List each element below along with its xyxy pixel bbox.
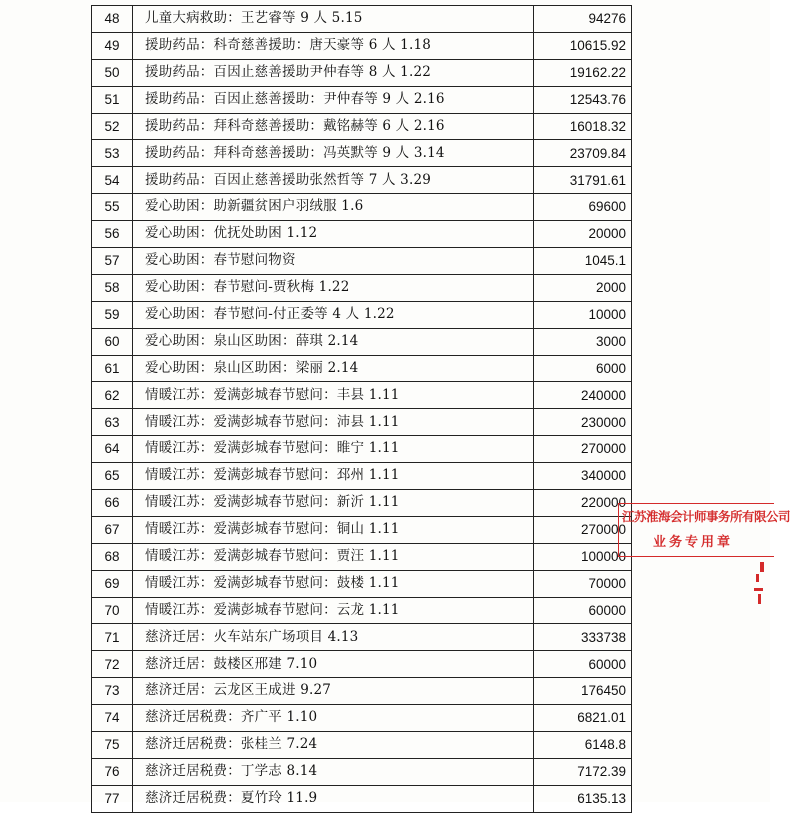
table-row: [92, 785, 632, 812]
row-description: 爱心助困：春节慰问-贾秋梅 1.22: [133, 274, 534, 301]
row-description: 情暖江苏：爱满彭城春节慰问：铜山 1.11: [133, 516, 534, 543]
row-number: 49: [92, 32, 133, 59]
row-number: 62: [92, 382, 133, 409]
row-description: 慈济迁居税费：张桂兰 7.24: [133, 732, 534, 759]
table-row: [92, 382, 632, 409]
seal-edge-marks: [754, 558, 766, 608]
row-amount: 6821.01: [534, 705, 632, 732]
row-description: 爱心助困：优抚处助困 1.12: [133, 221, 534, 248]
table-row: [92, 543, 632, 570]
row-amount: 20000: [534, 221, 632, 248]
row-amount: 19162.22: [534, 59, 632, 86]
row-description: 爱心助困：泉山区助困：薛琪 2.14: [133, 328, 534, 355]
expenditure-table: [91, 5, 632, 813]
table-row: [92, 301, 632, 328]
row-description: 爱心助困：春节慰问-付正委等 4 人 1.22: [133, 301, 534, 328]
row-amount: 94276: [534, 6, 632, 33]
table-row: [92, 167, 632, 194]
row-number: 58: [92, 274, 133, 301]
table-row: [92, 732, 632, 759]
row-amount: 69600: [534, 194, 632, 221]
row-number: 63: [92, 409, 133, 436]
row-description: 慈济迁居：鼓楼区邢建 7.10: [133, 651, 534, 678]
table-row: [92, 705, 632, 732]
row-description: 情暖江苏：爱满彭城春节慰问：睢宁 1.11: [133, 436, 534, 463]
table-row: [92, 409, 632, 436]
table-row: [92, 328, 632, 355]
table-row: [92, 651, 632, 678]
table-row: [92, 678, 632, 705]
row-description: 情暖江苏：爱满彭城春节慰问：新沂 1.11: [133, 490, 534, 517]
row-amount: 220000: [534, 490, 632, 517]
row-number: 64: [92, 436, 133, 463]
table-row: [92, 490, 632, 517]
row-number: 66: [92, 490, 133, 517]
row-number: 60: [92, 328, 133, 355]
table-row: [92, 570, 632, 597]
table-row: [92, 32, 632, 59]
row-description: 援助药品：百因止慈善援助张然哲等 7 人 3.29: [133, 167, 534, 194]
row-amount: 6000: [534, 355, 632, 382]
row-amount: 6135.13: [534, 785, 632, 812]
row-number: 71: [92, 624, 133, 651]
table-row: [92, 274, 632, 301]
row-amount: 10615.92: [534, 32, 632, 59]
row-amount: 176450: [534, 678, 632, 705]
row-number: 73: [92, 678, 133, 705]
row-description: 情暖江苏：爱满彭城春节慰问：邳州 1.11: [133, 463, 534, 490]
table-row: [92, 516, 632, 543]
expenditure-table-body: [92, 6, 632, 813]
row-number: 51: [92, 86, 133, 113]
row-amount: 23709.84: [534, 140, 632, 167]
row-description: 援助药品：拜科奇慈善援助：冯英默等 9 人 3.14: [133, 140, 534, 167]
table-row: [92, 194, 632, 221]
row-amount: 16018.32: [534, 113, 632, 140]
table-row: [92, 758, 632, 785]
row-number: 65: [92, 463, 133, 490]
row-description: 援助药品：百因止慈善援助尹仲春等 8 人 1.22: [133, 59, 534, 86]
row-number: 52: [92, 113, 133, 140]
row-amount: 6148.8: [534, 732, 632, 759]
row-amount: 10000: [534, 301, 632, 328]
row-number: 57: [92, 248, 133, 275]
table-row: [92, 59, 632, 86]
row-amount: 333738: [534, 624, 632, 651]
row-description: 情暖江苏：爱满彭城春节慰问：贾汪 1.11: [133, 543, 534, 570]
table-row: [92, 597, 632, 624]
table-row: [92, 221, 632, 248]
row-amount: 3000: [534, 328, 632, 355]
row-description: 援助药品：科奇慈善援助：唐天豪等 6 人 1.18: [133, 32, 534, 59]
row-number: 75: [92, 732, 133, 759]
row-description: 情暖江苏：爱满彭城春节慰问：沛县 1.11: [133, 409, 534, 436]
row-number: 50: [92, 59, 133, 86]
row-number: 68: [92, 543, 133, 570]
table-row: [92, 140, 632, 167]
row-description: 慈济迁居税费：夏竹玲 11.9: [133, 785, 534, 812]
row-description: 情暖江苏：爱满彭城春节慰问：鼓楼 1.11: [133, 570, 534, 597]
row-number: 76: [92, 758, 133, 785]
row-amount: 230000: [534, 409, 632, 436]
seal-purpose-label: 业务专用章: [653, 535, 734, 550]
row-description: 慈济迁居：火车站东广场项目 4.13: [133, 624, 534, 651]
row-amount: 60000: [534, 597, 632, 624]
row-number: 54: [92, 167, 133, 194]
row-amount: 31791.61: [534, 167, 632, 194]
row-number: 55: [92, 194, 133, 221]
row-number: 48: [92, 6, 133, 33]
row-amount: 60000: [534, 651, 632, 678]
row-amount: 1045.1: [534, 248, 632, 275]
row-description: 援助药品：拜科奇慈善援助：戴铭赫等 6 人 2.16: [133, 113, 534, 140]
row-description: 爱心助困：泉山区助困：梁丽 2.14: [133, 355, 534, 382]
row-description: 爱心助困：助新疆贫困户羽绒服 1.6: [133, 194, 534, 221]
row-number: 72: [92, 651, 133, 678]
row-description: 慈济迁居：云龙区王成进 9.27: [133, 678, 534, 705]
row-description: 儿童大病救助：王艺睿等 9 人 5.15: [133, 6, 534, 33]
row-description: 援助药品：百因止慈善援助：尹仲春等 9 人 2.16: [133, 86, 534, 113]
row-description: 情暖江苏：爱满彭城春节慰问：丰县 1.11: [133, 382, 534, 409]
row-amount: 7172.39: [534, 758, 632, 785]
row-description: 情暖江苏：爱满彭城春节慰问：云龙 1.11: [133, 597, 534, 624]
table-row: [92, 436, 632, 463]
row-description: 爱心助困：春节慰问物资: [133, 248, 534, 275]
row-number: 59: [92, 301, 133, 328]
table-row: [92, 463, 632, 490]
row-description: 慈济迁居税费：齐广平 1.10: [133, 705, 534, 732]
row-description: 慈济迁居税费：丁学志 8.14: [133, 758, 534, 785]
table-row: [92, 113, 632, 140]
row-number: 77: [92, 785, 133, 812]
row-number: 56: [92, 221, 133, 248]
table-row: [92, 355, 632, 382]
row-number: 61: [92, 355, 133, 382]
table-row: [92, 624, 632, 651]
seal-company-name: 江苏淮海会计师事务所有限公司: [622, 509, 790, 524]
row-number: 70: [92, 597, 133, 624]
row-amount: 340000: [534, 463, 632, 490]
official-seal-stamp: [618, 503, 790, 557]
row-number: 67: [92, 516, 133, 543]
row-number: 74: [92, 705, 133, 732]
row-amount: 240000: [534, 382, 632, 409]
row-amount: 270000: [534, 516, 632, 543]
row-number: 69: [92, 570, 133, 597]
row-number: 53: [92, 140, 133, 167]
row-amount: 70000: [534, 570, 632, 597]
row-amount: 100000: [534, 543, 632, 570]
row-amount: 2000: [534, 274, 632, 301]
row-amount: 12543.76: [534, 86, 632, 113]
table-row: [92, 86, 632, 113]
table-row: [92, 6, 632, 33]
row-amount: 270000: [534, 436, 632, 463]
table-row: [92, 248, 632, 275]
